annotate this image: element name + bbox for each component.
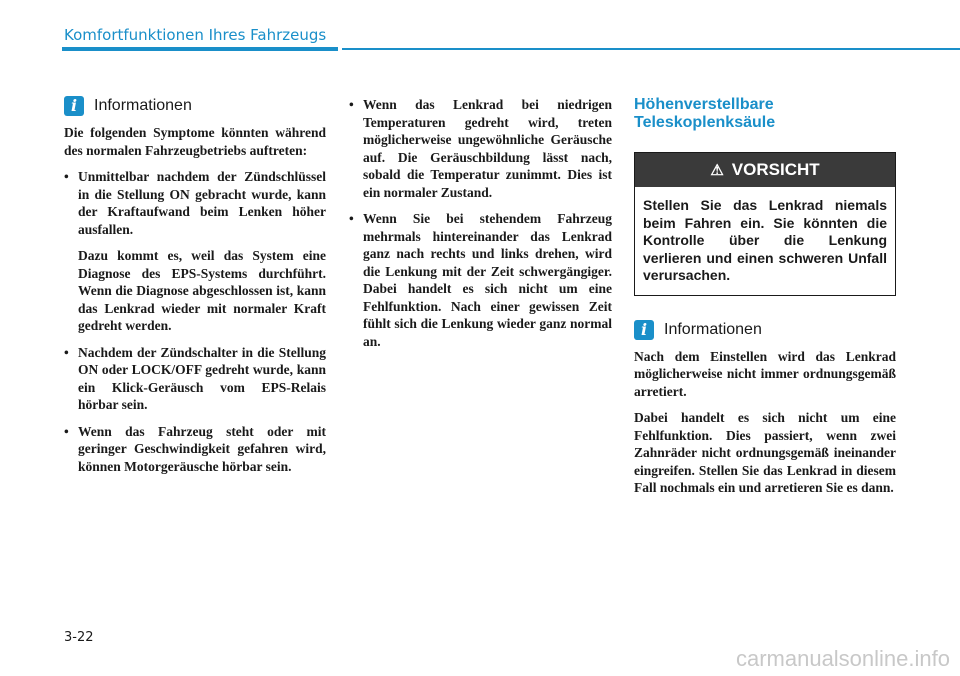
caution-label: VORSICHT — [731, 160, 820, 179]
caution-box — [634, 152, 896, 296]
caution-text: Stellen Sie das Lenkrad niemals beim Fahren ein. Sie könnten die Kontrolle über die Lenkung verlieren und einen schweren Unfall verursachen. — [643, 197, 887, 283]
info-icon: i — [634, 320, 654, 340]
info-paragraph: Nach dem Einstellen wird das Lenkrad möglicherweise nicht immer ordnungsgemäß arretiert. — [634, 348, 896, 399]
info-icon: i — [64, 96, 84, 116]
section-title — [634, 96, 896, 132]
watermark: carmanualsonline.info — [735, 646, 950, 671]
column-left — [64, 96, 326, 484]
info-intro: Die folgenden Symptome könnten während des normalen Fahrzeugbetriebs auftreten: — [64, 125, 326, 158]
info-paragraph: Dabei handelt es sich nicht um eine Fehlfunktion. Dies passiert, wenn zwei Zahnräder nicht ordnungsgemäß ineinander eingreifen. Stellen Sie das Lenkrad in diesem Fall nochmals ein und arretieren Sie es dann. — [634, 410, 896, 495]
info-heading — [634, 320, 896, 340]
header-rule — [342, 48, 960, 50]
header-bar — [62, 47, 338, 51]
symptom-list — [64, 168, 326, 475]
info-title: Informationen — [94, 97, 192, 114]
column-right — [634, 96, 896, 506]
info-heading — [64, 96, 326, 116]
symptom-list-continued — [349, 96, 612, 350]
section-title-line: Höhenverstellbare — [634, 96, 774, 113]
list-item-extra: Dazu kommt es, weil das System eine Diagnose des EPS-Systems durchführt. Wenn die Diagnose abgeschlossen ist, kann das Lenkrad wieder mit normaler Kraft gedreht werden. — [78, 248, 326, 333]
list-item: • Nachdem der Zündschalter in die Stellung ON oder LOCK/OFF gedreht wurde, kann ein Klick-Geräusch vom EPS-Relais hörbar sein. — [64, 344, 326, 414]
section-header-title: Komfortfunktionen Ihres Fahrzeugs — [64, 26, 327, 44]
list-item: • Wenn Sie bei stehendem Fahrzeug mehrmals hintereinander das Lenkrad ganz nach rechts und links drehen, wird die Lenkung mit der Zeit schwergängiger. Dabei handelt es sich nicht um eine Fehlfunktion. Nach einer gewissen Zeit fühlt sich die Lenkung wieder ganz normal an. — [349, 210, 612, 350]
caution-header — [635, 153, 895, 187]
list-item — [64, 168, 326, 335]
info-title: Informationen — [664, 320, 762, 338]
page-number: 3-22 — [64, 630, 94, 645]
list-item: • Wenn das Fahrzeug steht oder mit geringer Geschwindigkeit gefahren wird, können Motorgeräusche hörbar sein. — [64, 423, 326, 476]
list-item: • Wenn das Lenkrad bei niedrigen Temperaturen gedreht wird, treten möglicherweise ungewöhnliche Geräusche auf. Die Geräuschbildung lässt nach, sobald die Temperatur zunimmt. Dies ist ein normaler Zustand. — [349, 96, 612, 201]
section-title-line: Teleskoplenksäule — [634, 114, 776, 131]
warning-triangle-icon: ⚠ — [710, 162, 724, 179]
list-item-text: • Unmittelbar nachdem der Zündschlüssel in die Stellung ON gebracht wurde, kann der Kraftaufwand beim Lenken höher ausfallen. — [78, 169, 326, 237]
column-middle — [349, 96, 612, 359]
